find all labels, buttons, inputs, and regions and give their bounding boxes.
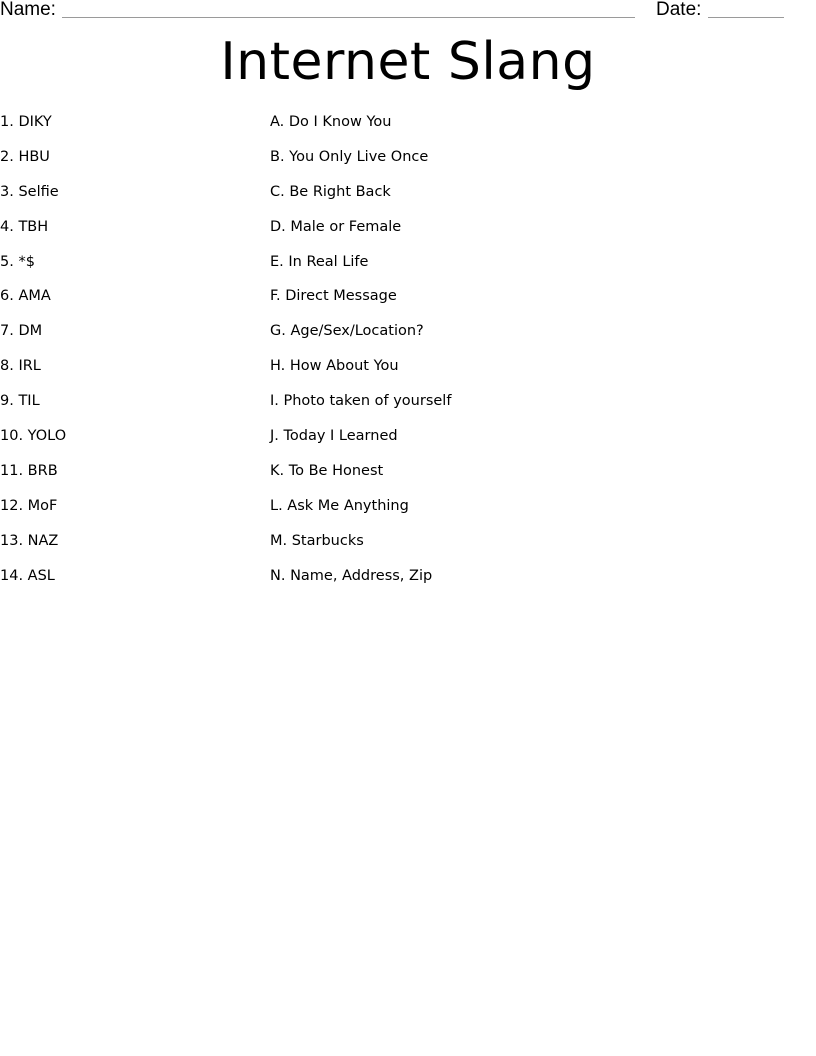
term: 3. Selfie [0,183,59,200]
definition: E. In Real Life [270,253,369,270]
list-item [0,252,816,287]
definition: B. You Only Live Once [270,148,429,165]
definition: N. Name, Address, Zip [270,567,433,584]
term: 10. YOLO [0,428,67,445]
term: 1. DIKY [0,114,52,130]
term: 4. TBH [0,218,49,235]
term: 8. IRL [0,358,41,375]
definition: G. Age/Sex/Location? [270,323,424,340]
list-item [0,531,816,566]
term: 13. NAZ [0,532,59,549]
definition: H. How About You [270,358,399,375]
page-title: Internet Slang [220,32,596,92]
definition: D. Male or Female [270,218,402,235]
list-item [0,461,816,496]
term: 5. *$ [0,253,35,270]
term: 7. DM [0,323,43,340]
list-item [0,182,816,217]
definition: F. Direct Message [270,288,397,305]
term: 14. ASL [0,567,55,584]
list-item [0,356,816,391]
definition: M. Starbucks [270,532,364,549]
definition: K. To Be Honest [270,462,384,479]
definition: L. Ask Me Anything [270,497,409,514]
list-item [0,286,816,321]
term: 6. AMA [0,288,51,305]
definition: C. Be Right Back [270,183,391,200]
term: 12. MoF [0,497,58,514]
definition: A. Do I Know You [270,114,392,130]
matching-list [0,112,816,600]
list-item [0,112,816,147]
term: 11. BRB [0,462,58,479]
date-label: Date: [656,0,702,20]
date-field[interactable] [708,17,784,18]
list-item [0,217,816,252]
name-field[interactable] [62,17,635,18]
term: 2. HBU [0,148,50,165]
list-item [0,321,816,356]
name-label: Name: [0,0,56,20]
list-item [0,496,816,531]
term: 9. TIL [0,393,40,410]
list-item [0,391,816,426]
header-row [0,0,816,24]
list-item [0,147,816,182]
definition: J. Today I Learned [270,428,398,445]
list-item [0,566,816,601]
list-item [0,426,816,461]
definition: I. Photo taken of yourself [270,393,452,410]
